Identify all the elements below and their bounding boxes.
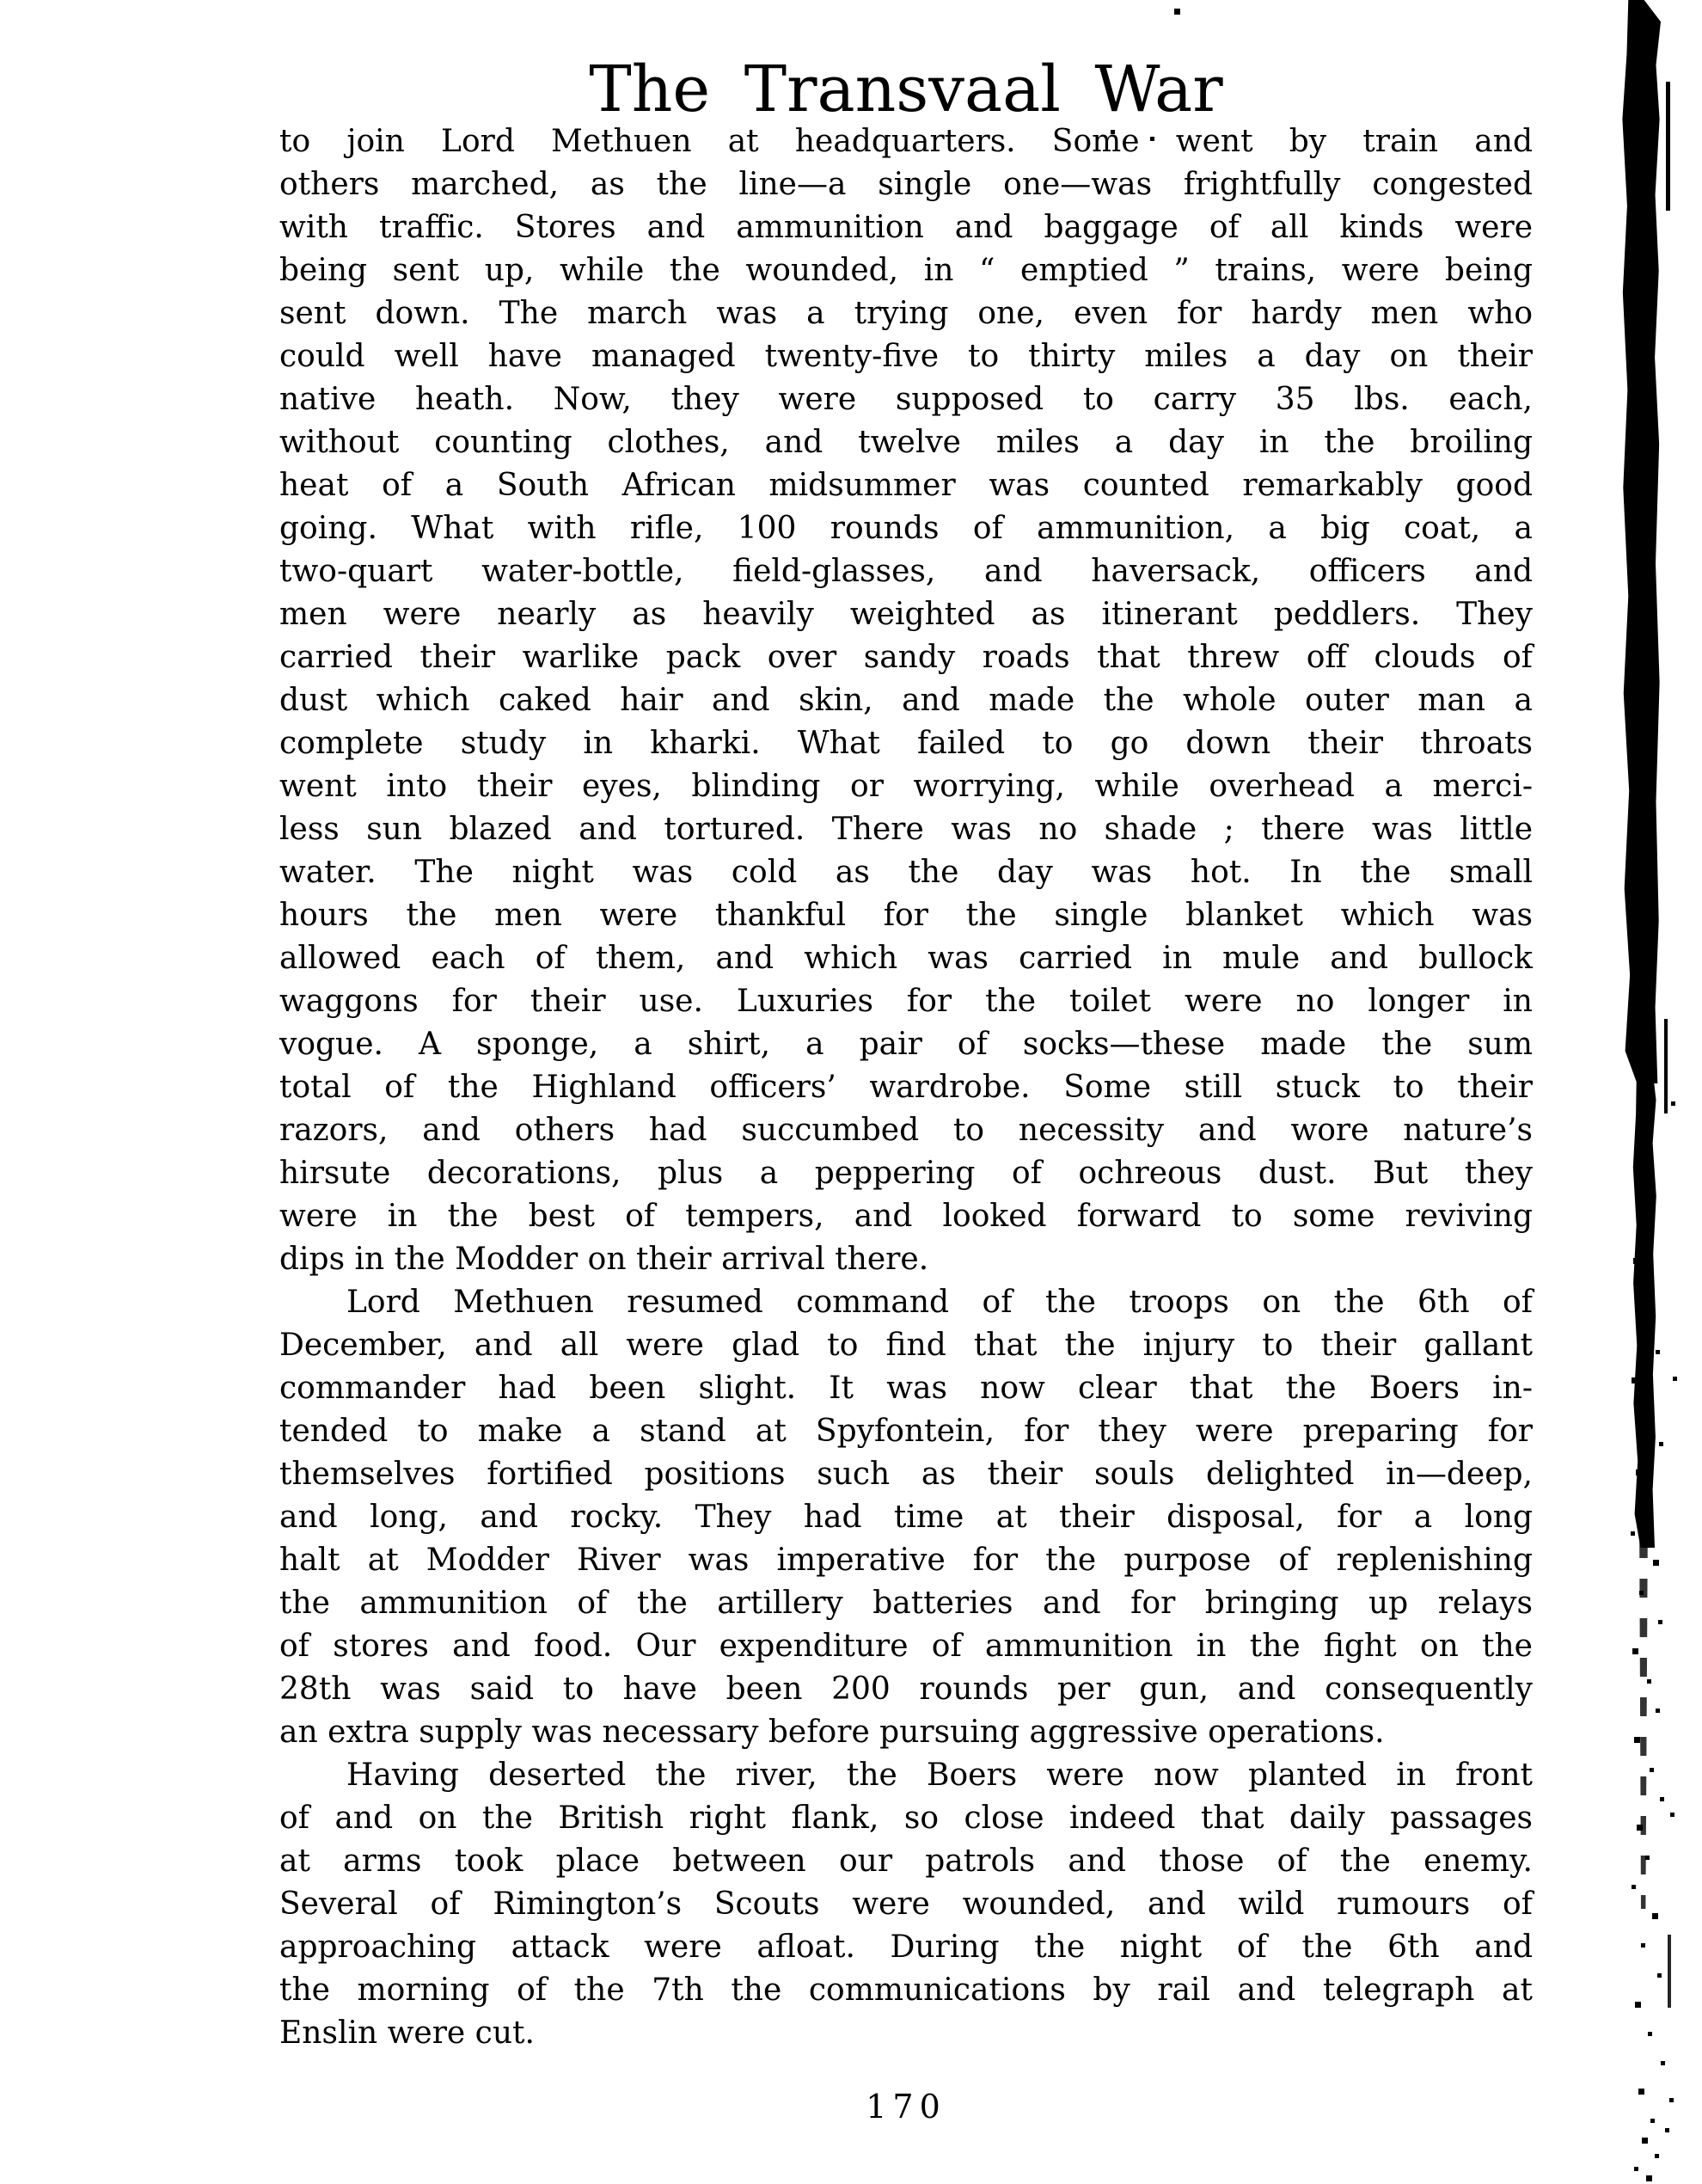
scan-edge-dash [1668,1935,1671,2008]
text-line: waggons for their use. Luxuries for the toilet were no longer in [279,984,1533,1019]
text-line: being sent up, while the wounded, in “ emptied ” trains, were being [279,253,1533,288]
text-line: less sun blazed and tortured. There was no shade ; there was little [279,812,1533,847]
page-number: 170 [866,2088,946,2126]
text-line: approaching attack were afloat. During the night of the 6th and [279,1929,1533,1965]
text-line: heat of a South African midsummer was counted remarkably good [279,468,1533,503]
text-line: complete study in kharki. What failed to go down their throats [279,726,1533,761]
text-line: native heath. Now, they were supposed to carry 35 lbs. each, [279,382,1533,417]
text-line: the ammunition of the artillery batteries and for bringing up relays [279,1586,1533,1621]
scan-binding-streak-lower [1632,1066,1657,1548]
text-line: commander had been slight. It was now clear that the Boers in- [279,1371,1533,1406]
text-line: hirsute decorations, plus a peppering of ochreous dust. But they [279,1156,1533,1191]
text-line: Lord Methuen resumed command of the troops on the 6th of [346,1285,1533,1320]
text-line: the morning of the 7th the communications by rail and telegraph at [279,1972,1533,2008]
text-line: without counting clothes, and twelve miles a day in the broiling [279,425,1533,460]
text-line: vogue. A sponge, a shirt, a pair of socks—these made the sum [279,1027,1533,1062]
text-line: Several of Rimington’s Scouts were wounded, and wild rumours of [279,1886,1533,1922]
text-line: hours the men were thankful for the single blanket which was [279,898,1533,933]
text-line: carried their warlike pack over sandy roads that threw off clouds of [279,640,1533,675]
text-line: were in the best of tempers, and looked forward to some reviving [279,1199,1533,1234]
text-line: allowed each of them, and which was carried in mule and bullock [279,941,1533,976]
page-title: The Transvaal War [589,52,1223,126]
text-line: dust which caked hair and skin, and made the whole outer man a [279,683,1533,718]
text-line: 28th was said to have been 200 rounds per gun, and consequently [279,1672,1533,1707]
text-line: men were nearly as heavily weighted as itinerant peddlers. They [279,597,1533,632]
paragraph [279,120,1533,1281]
text-line: and long, and rocky. They had time at their disposal, for a long [279,1500,1533,1535]
text-line: two-quart water-bottle, field-glasses, and haversack, officers and [279,554,1533,589]
text-line: of stores and food. Our expenditure of ammunition in the fight on the [279,1629,1533,1664]
text-line: themselves fortified positions such as their souls delighted in—deep, [279,1457,1533,1492]
text-block [279,120,1533,2055]
text-line: at arms took place between our patrols and those of the enemy. [279,1844,1533,1879]
scan-binding-streak-tail [1638,1539,1649,1909]
text-line: others marched, as the line—a single one—was frightfully congested [279,167,1533,202]
text-line: an extra supply was necessary before pursuing aggressive operations. [279,1715,1385,1750]
paragraph [279,1281,1533,1754]
text-line: razors, and others had succumbed to necessity and wore nature’s [279,1113,1533,1148]
text-line: total of the Highland officers’ wardrobe. Some still stuck to their [279,1070,1533,1105]
text-line: sent down. The march was a trying one, even for hardy men who [279,296,1533,331]
text-line: going. What with rifle, 100 rounds of ammunition, a big coat, a [279,511,1533,546]
text-line: to join Lord Methuen at headquarters. Some went by train and [279,124,1533,159]
text-line: tended to make a stand at Spyfontein, for they were preparing for [279,1414,1533,1449]
text-line: went into their eyes, blinding or worrying, while overhead a merci- [279,769,1533,804]
text-line: Having deserted the river, the Boers were now planted in front [346,1758,1533,1793]
scan-binding-streak [1621,0,1661,1083]
text-line: of and on the British right flank, so close indeed that daily passages [279,1801,1533,1836]
text-line: water. The night was cold as the day was hot. In the small [279,855,1533,890]
scan-speckles [0,0,3,3]
scan-edge-dash [1664,1019,1668,1113]
text-line: December, and all were glad to find that the injury to their gallant [279,1328,1533,1363]
paragraph [279,1754,1533,2055]
text-line: halt at Modder River was imperative for the purpose of replenishing [279,1543,1533,1578]
text-line: dips in the Modder on their arrival there. [279,1242,929,1277]
text-line: could well have managed twenty-five to thirty miles a day on their [279,339,1533,374]
text-line: Enslin were cut. [279,2015,535,2051]
scan-edge-dash [1666,82,1670,211]
text-line: with traffic. Stores and ammunition and baggage of all kinds were [279,210,1533,245]
